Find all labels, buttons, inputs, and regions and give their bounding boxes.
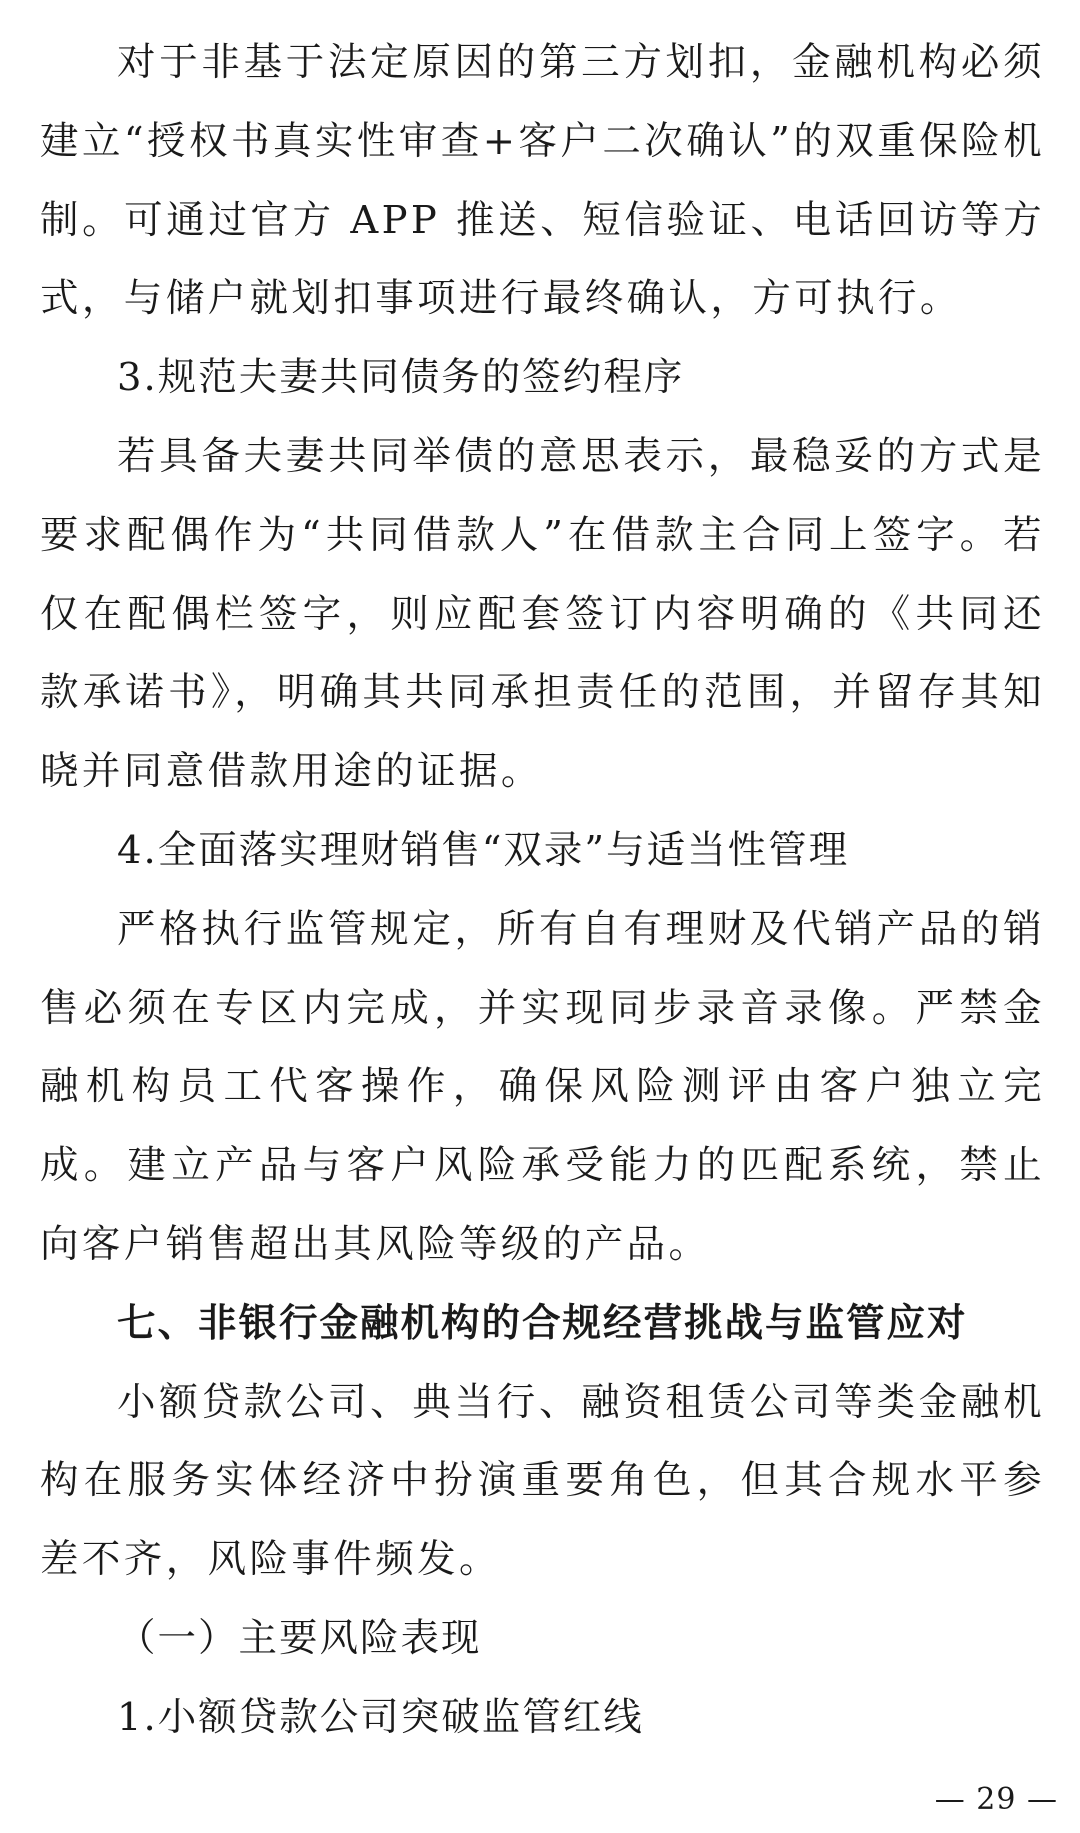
paragraph-non-bank-intro: 小额贷款公司、典当行、融资租赁公司等类金融机构在服务实体经济中扮演重要角色，但其合规水平参差不齐，风险事件频发。 [40,1379,1045,1583]
subheading-wealth-sales-dual-recording: 4.全面落实理财销售“双录”与适当性管理 [117,827,850,873]
subheading-joint-debt-signing: 3.规范夫妻共同债务的签约程序 [117,355,685,401]
paragraph-third-party-deduction: 对于非基于法定原因的第三方划扣，金融机构必须建立“授权书真实性审查+客户二次确认”的双重保险机制。可通过官方 APP 推送、短信验证、电话回访等方式，与储户就划扣事项进行最终确认，方可执行。 [40,40,1046,322]
subheading-main-risks: （一）主要风险表现 [117,1615,482,1661]
document-body [40,24,1045,1758]
paragraph-joint-debt: 若具备夫妻共同举债的意思表示，最稳妥的方式是要求配偶作为“共同借款人”在借款主合同上签字。若仅在配偶栏签字，则应配套签订内容明确的《共同还款承诺书》，明确其共同承担责任的范围，并留存其知晓并同意借款用途的证据。 [40,433,1045,795]
page-number: — 29 — [934,1782,1058,1817]
subheading-microloan-red-line: 1.小额贷款公司突破监管红线 [117,1694,644,1740]
paragraph-wealth-sales: 严格执行监管规定，所有自有理财及代销产品的销售必须在专区内完成，并实现同步录音录像。严禁金融机构员工代客操作，确保风险测评由客户独立完成。建立产品与客户风险承受能力的匹配系统，禁止向客户销售超出其风险等级的产品。 [40,906,1045,1267]
section-heading-non-bank-institutions: 七、非银行金融机构的合规经营挑战与监管应对 [117,1300,968,1346]
